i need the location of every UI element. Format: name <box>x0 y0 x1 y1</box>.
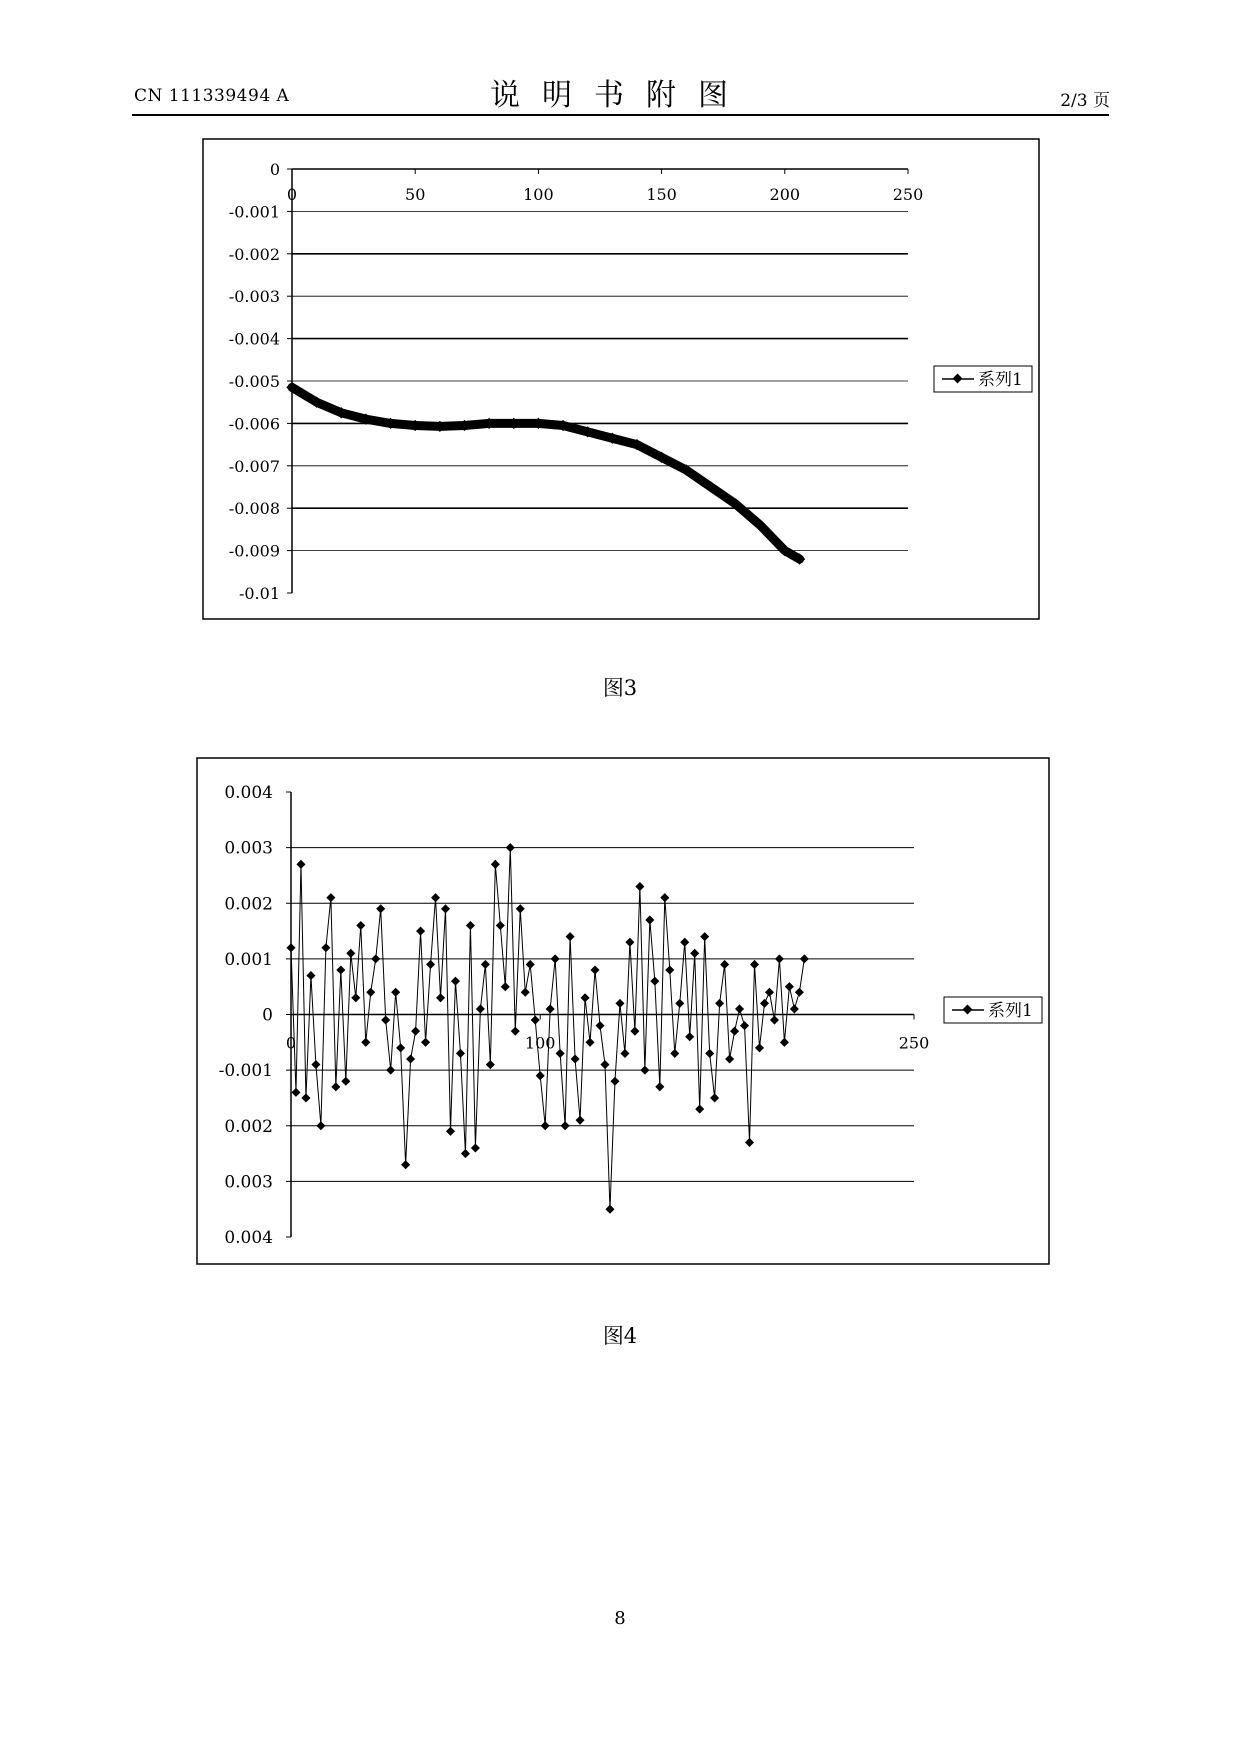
page-number: 8 <box>614 1608 626 1629</box>
y-tick-label: -0.002 <box>228 244 280 264</box>
x-tick-label: 250 <box>892 185 924 204</box>
figure3-caption: 图3 <box>602 676 638 700</box>
chart-frame <box>197 758 1049 1264</box>
x-tick-label: 150 <box>646 185 677 204</box>
x-tick-label: 0 <box>286 185 298 204</box>
y-tick-label: 0.002 <box>224 1116 273 1137</box>
y-tick-label: -0.006 <box>228 414 280 434</box>
x-tick-label: 100 <box>524 1033 556 1053</box>
header-rule <box>132 114 1109 116</box>
legend-label: 系列1 <box>978 370 1023 390</box>
y-tick-label: 0.004 <box>224 783 273 803</box>
y-tick-label: 0.002 <box>224 894 273 915</box>
legend <box>934 366 1032 392</box>
y-tick-label: 0.003 <box>224 838 273 859</box>
x-tick-label: 100 <box>523 185 554 204</box>
figure4-chart <box>196 757 1050 1265</box>
y-tick-label: -0.009 <box>228 541 280 561</box>
y-tick-label: -0.001 <box>228 202 280 222</box>
y-tick-label: -0.005 <box>228 372 280 391</box>
y-tick-label: -0.01 <box>238 584 280 603</box>
y-tick-label: -0.004 <box>228 329 280 349</box>
y-tick-label: -0.003 <box>228 287 280 307</box>
y-tick-label: -0.007 <box>228 456 280 476</box>
page-of-indicator: 2/3 页 <box>1060 91 1110 111</box>
figure4-caption: 图4 <box>602 1324 638 1348</box>
document-number: CN 111339494 A <box>134 86 290 106</box>
x-tick-label: 250 <box>898 1033 930 1053</box>
y-tick-label: 0.001 <box>224 949 273 970</box>
y-tick-label: -0.001 <box>218 1061 273 1082</box>
page-title: 说明书附图 <box>490 78 750 113</box>
x-tick-label: 50 <box>405 185 426 204</box>
y-tick-label: 0 <box>262 1005 273 1026</box>
x-tick-label: 200 <box>769 185 801 204</box>
legend <box>944 997 1042 1023</box>
figure3-chart <box>202 138 1040 620</box>
y-tick-label: 0.003 <box>224 1172 273 1193</box>
legend-label: 系列1 <box>988 1001 1033 1021</box>
y-tick-label: -0.008 <box>228 499 280 519</box>
y-tick-label: 0 <box>269 160 280 179</box>
y-tick-label: 0.004 <box>224 1228 273 1248</box>
x-tick-label: 0 <box>285 1033 297 1053</box>
